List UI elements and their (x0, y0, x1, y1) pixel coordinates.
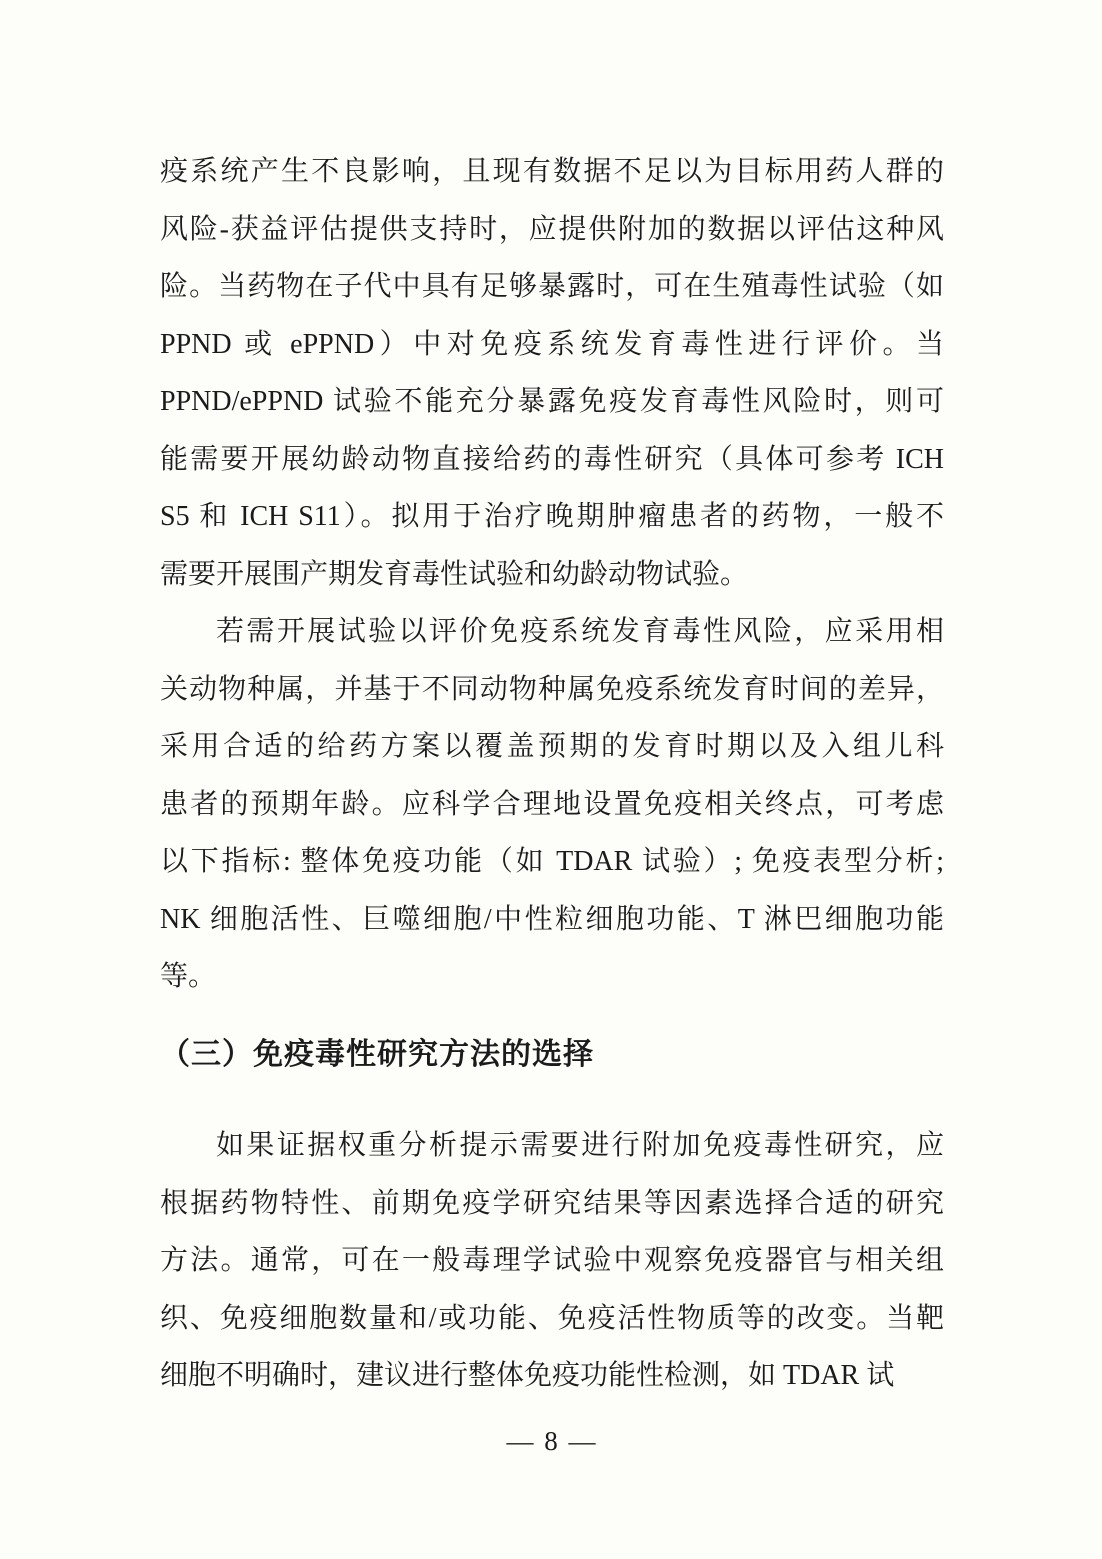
text-line: PPND/ePPND 试验不能充分暴露免疫发育毒性风险时，则可 (160, 386, 944, 417)
paragraph-continuation (160, 143, 944, 603)
text-line: S5 和 ICH S11）。拟用于治疗晚期肿瘤患者的药物，一般不 (160, 501, 944, 532)
paragraph-method-selection (160, 1117, 944, 1405)
text-line: 需要开展围产期发育毒性试验和幼龄动物试验。 (160, 558, 749, 590)
text-line: 以下指标: 整体免疫功能（如 TDAR 试验）; 免疫表型分析; (160, 846, 944, 877)
text-line: 方法。通常，可在一般毒理学试验中观察免疫器官与相关组 (160, 1245, 944, 1276)
text-line: 疫系统产生不良影响，且现有数据不足以为目标用药人群的 (160, 156, 944, 187)
text-line: 关动物种属，并基于不同动物种属免疫系统发育时间的差异， (160, 673, 944, 705)
text-line: PPND 或 ePPND）中对免疫系统发育毒性进行评价。当 (160, 328, 944, 360)
text-line: 能需要开展幼龄动物直接给药的毒性研究（具体可参考 ICH (160, 443, 944, 475)
text-line: 根据药物特性、前期免疫学研究结果等因素选择合适的研究 (160, 1187, 944, 1219)
page-number: — 8 — (506, 1425, 598, 1456)
text-line: 若需开展试验以评价免疫系统发育毒性风险，应采用相 (216, 616, 944, 647)
text-line: 风险-获益评估提供支持时，应提供附加的数据以评估这种风 (160, 213, 944, 245)
text-line: 如果证据权重分析提示需要进行附加免疫毒性研究，应 (216, 1130, 944, 1161)
section-heading: （三）免疫毒性研究方法的选择 (160, 1037, 594, 1071)
text-line: 细胞不明确时，建议进行整体免疫功能性检测，如 TDAR 试 (160, 1360, 895, 1391)
text-line: 患者的预期年龄。应科学合理地设置免疫相关终点，可考虑 (160, 788, 944, 820)
text-line: 采用合适的给药方案以覆盖预期的发育时期以及入组儿科 (160, 731, 944, 762)
paragraph-developmental-immunotoxicity (160, 603, 944, 1006)
text-line: NK 细胞活性、巨噬细胞/中性粒细胞功能、T 淋巴细胞功能 (160, 903, 944, 935)
page-footer (160, 1419, 944, 1464)
text-line: 险。当药物在子代中具有足够暴露时，可在生殖毒性试验（如 (160, 271, 944, 302)
text-line: 等。 (160, 961, 217, 992)
text-line: 织、免疫细胞数量和/或功能、免疫活性物质等的改变。当靶 (160, 1302, 944, 1334)
